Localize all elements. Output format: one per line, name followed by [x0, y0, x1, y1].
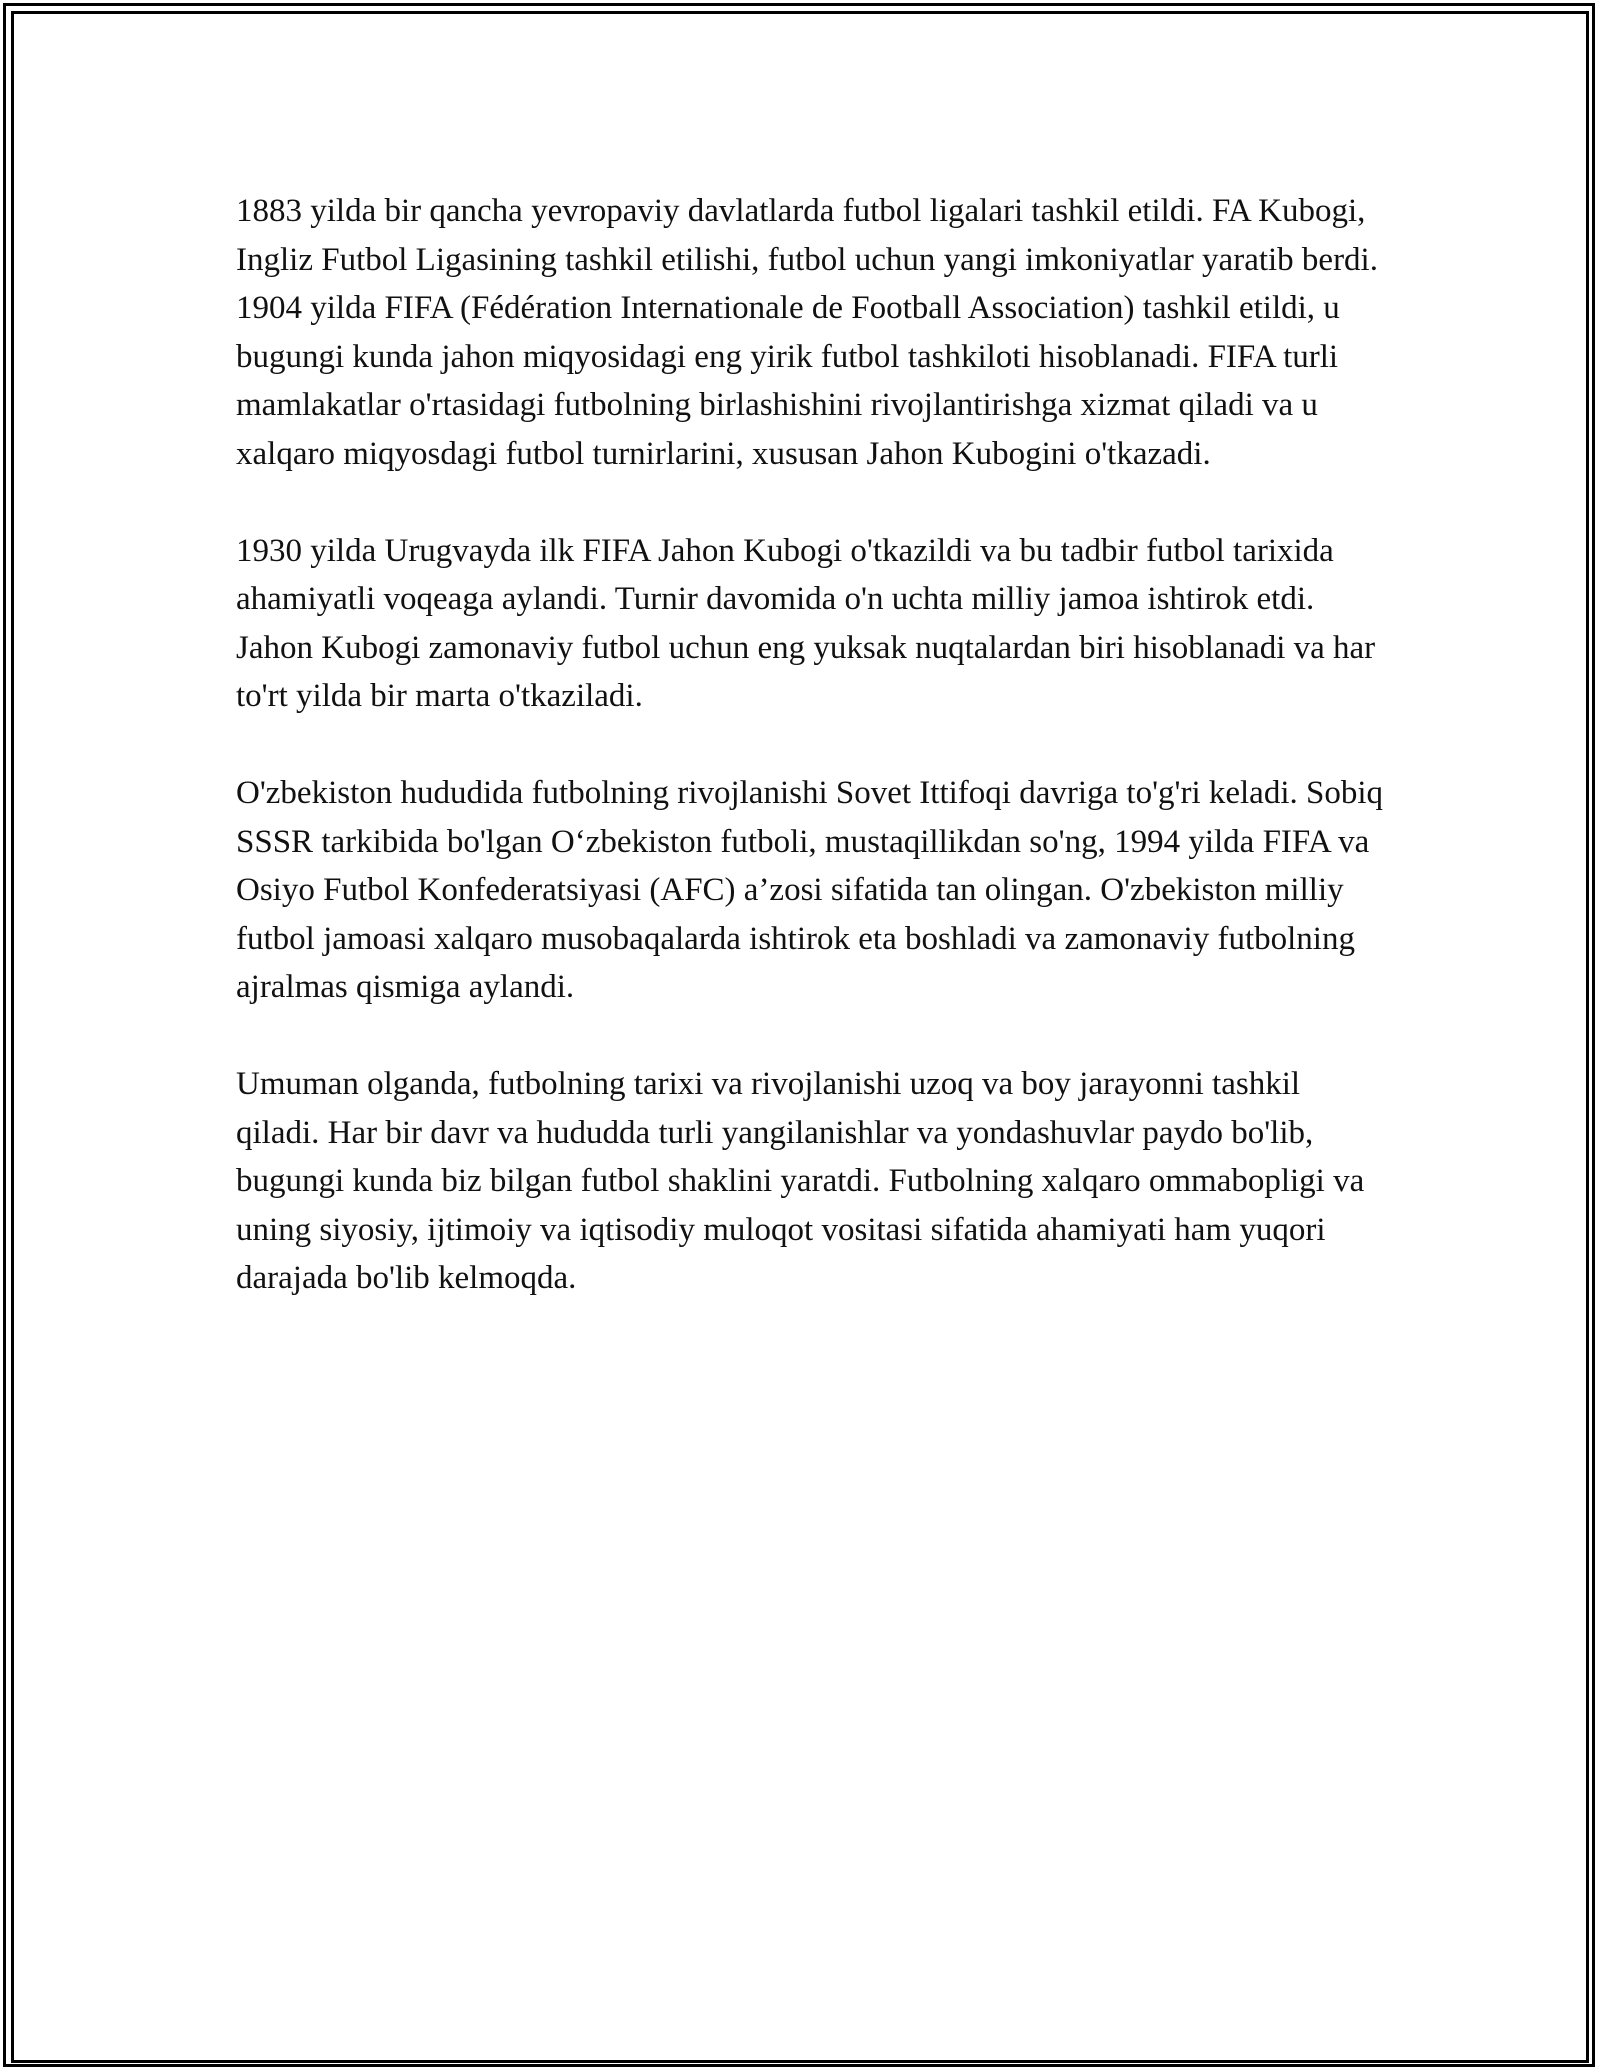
paragraph-4: Umuman olganda, futbolning tarixi va rivojlanishi uzoq va boy jarayonni tashkil qiladi. Har bir davr va hududda turli yangilanishlar va yondashuvlar paydo bo'lib, bugungi kunda biz bilgan futbol shaklini yaratdi. Futbolning xalqaro ommabopligi va uning siyosiy, ijtimoiy va iqtisodiy muloqot vositasi sifatida ahamiyati ham yuqori darajada bo'lib kelmoqda.: [236, 1066, 1365, 1296]
paragraph-3: O'zbekiston hududida futbolning rivojlanishi Sovet Ittifoqi davriga to'g'ri keladi. Sobiq SSSR tarkibida bo'lgan O‘zbekiston futboli, mustaqillikdan so'ng, 1994 yilda FIFA va Osiyo Futbol Konfederatsiyasi (AFC) a’zosi sifatida tan olingan. O'zbekiston milliy futbol jamoasi xalqaro musobaqalarda ishtirok eta boshladi va zamonaviy futbolning ajralmas qismiga aylandi.: [236, 775, 1384, 1005]
paragraph-1: 1883 yilda bir qancha yevropaviy davlatlarda futbol ligalari tashkil etildi. FA Kubogi, Ingliz Futbol Ligasining tashkil etilishi, futbol uchun yangi imkoniyatlar yaratib berdi. 1904 yilda FIFA (Fédération Internationale de Football Association) tashkil etildi, u bugungi kunda jahon miqyosidagi eng yirik futbol tashkiloti hisoblanadi. FIFA turli mamlakatlar o'rtasidagi futbolning birlashishini rivojlantirishga xizmat qiladi va u xalqaro miqyosdagi futbol turnirlarini, xususan Jahon Kubogini o'tkazadi.: [236, 193, 1378, 472]
document-body: [236, 187, 1386, 1351]
paragraph-2: 1930 yilda Urugvayda ilk FIFA Jahon Kubogi o'tkazildi va bu tadbir futbol tarixida ahamiyatli voqeaga aylandi. Turnir davomida o'n uchta milliy jamoa ishtirok etdi. Jahon Kubogi zamonaviy futbol uchun eng yuksak nuqtalardan biri hisoblanadi va har to'rt yilda bir marta o'tkaziladi.: [236, 532, 1376, 714]
